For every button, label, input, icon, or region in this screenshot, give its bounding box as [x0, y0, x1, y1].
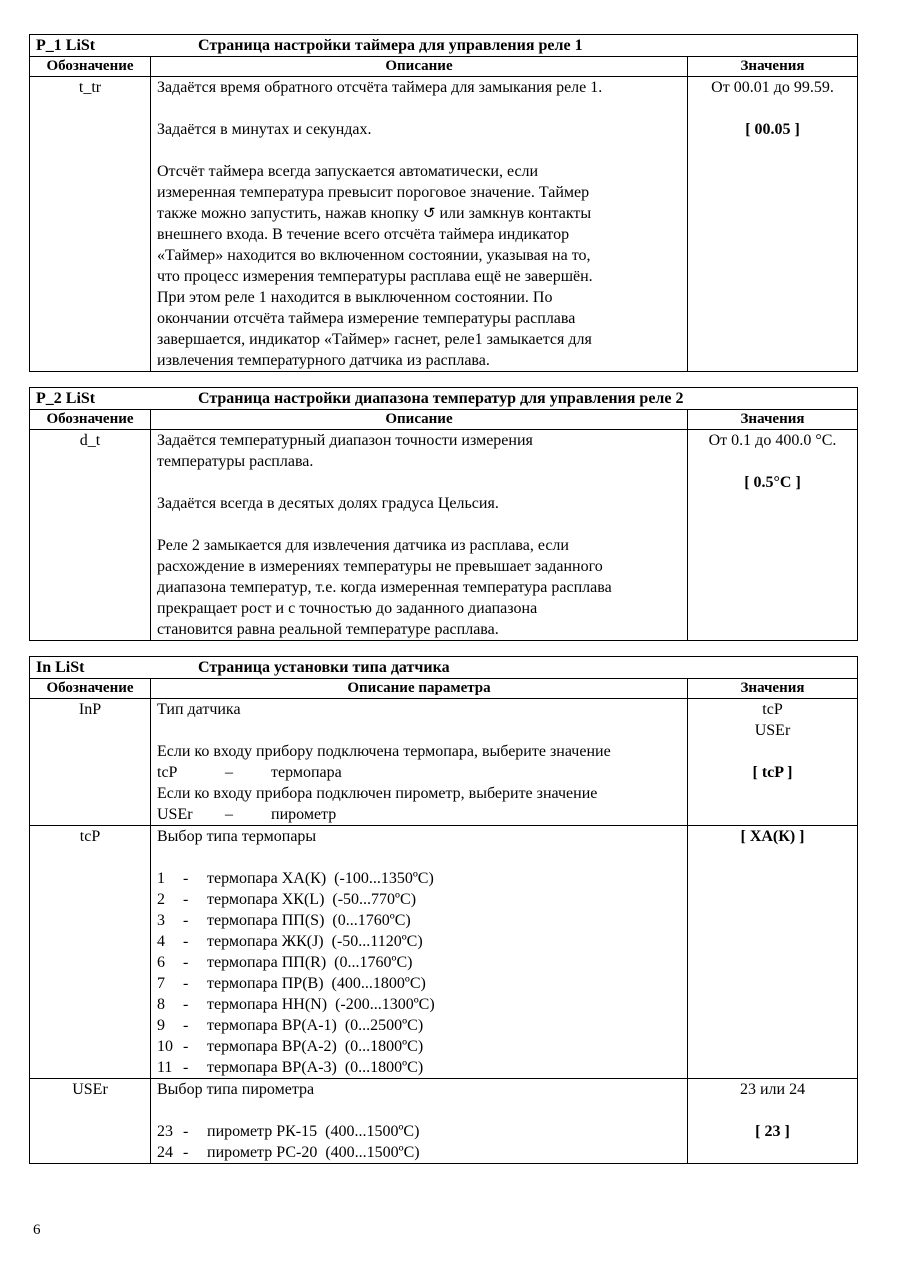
- desc-line: Задаётся всегда в десятых долях градуса Цельсия.: [157, 495, 499, 512]
- col-header-values: Значения: [688, 679, 858, 699]
- table-title: Страница настройки диапазона температур для управления реле 2: [198, 390, 684, 407]
- temp-range-relay2-table: [29, 387, 858, 641]
- desc-line: Задаётся в минутах и секундах.: [157, 121, 372, 138]
- table-row: [30, 826, 858, 1079]
- param-code: t_tr: [30, 77, 151, 372]
- item-number: 8: [157, 996, 165, 1013]
- item-number: 2: [157, 891, 165, 908]
- page-number: 6: [33, 1222, 41, 1238]
- col-header-designation: Обозначение: [30, 679, 151, 699]
- desc-line: становится равна реальной температуре расплава.: [157, 621, 499, 638]
- item-number: 7: [157, 975, 165, 992]
- option-code: tcP: [157, 764, 178, 781]
- list-item: [157, 994, 681, 1015]
- desc-line: что процесс измерения температуры расплава ещё не завершён.: [157, 268, 593, 285]
- option-line: [157, 762, 681, 783]
- param-code: tcP: [30, 826, 151, 1079]
- item-text: термопара ВР(А-3) (0...1800ºС): [207, 1059, 424, 1076]
- value-option: USEr: [754, 722, 791, 739]
- list-item: [157, 1036, 681, 1057]
- desc-line: Если ко входу прибора подключен пирометр, выберите значение: [157, 785, 598, 802]
- item-text: термопара ПР(В) (400...1800ºС): [207, 975, 426, 992]
- desc-line: Выбор типа пирометра: [157, 1081, 315, 1098]
- table-title-row: [30, 35, 858, 57]
- item-text: пирометр РК-15 (400...1500ºС): [207, 1123, 420, 1140]
- option-code: USEr: [157, 806, 193, 823]
- table-row: [30, 699, 858, 826]
- param-code: InP: [30, 699, 151, 826]
- col-header-designation: Обозначение: [30, 57, 151, 77]
- desc-line: окончании отсчёта таймера измерение температуры расплава: [157, 310, 576, 327]
- value-option: tcP: [762, 701, 783, 718]
- value-default: [ ХА(К) ]: [740, 828, 805, 845]
- param-description: [151, 1079, 688, 1164]
- desc-line: извлечения температурного датчика из расплава.: [157, 352, 490, 369]
- item-number: 6: [157, 954, 165, 971]
- table-title-row: [30, 657, 858, 679]
- desc-line: измеренная температура превысит пороговое значение. Таймер: [157, 184, 590, 201]
- item-dash: -: [183, 870, 189, 887]
- item-dash: -: [183, 996, 189, 1013]
- param-values: [688, 1079, 858, 1164]
- sensor-type-table: [29, 656, 858, 1164]
- col-header-description: Описание: [151, 57, 688, 77]
- param-values: [688, 77, 858, 372]
- desc-line: Реле 2 замыкается для извлечения датчика из расплава, если: [157, 537, 569, 554]
- desc-line: Если ко входу прибору подключена термопара, выберите значение: [157, 743, 611, 760]
- table-title: Страница настройки таймера для управления реле 1: [198, 37, 583, 54]
- table-row: [30, 77, 858, 372]
- item-text: термопара ХА(К) (-100...1350ºС): [207, 870, 434, 887]
- desc-line: внешнего входа. В течение всего отсчёта таймера индикатор: [157, 226, 570, 243]
- page-code: P_2 LiSt: [36, 390, 96, 407]
- item-dash: -: [183, 891, 189, 908]
- desc-line: диапазона температур, т.е. когда измеренная температура расплава: [157, 579, 612, 596]
- param-description: [151, 699, 688, 826]
- desc-fragment: или замкнув контакты: [439, 205, 592, 222]
- desc-line: «Таймер» находится во включенном состоянии, указывая на то,: [157, 247, 591, 264]
- param-code: d_t: [30, 430, 151, 641]
- item-dash: -: [183, 1038, 189, 1055]
- desc-line: прекращает рост и с точностью до заданного диапазона: [157, 600, 538, 617]
- table-row: [30, 1079, 858, 1164]
- page-code: In LiSt: [36, 659, 85, 676]
- desc-line: Задаётся время обратного отсчёта таймера для замыкания реле 1.: [157, 79, 603, 96]
- value-default: [ 00.05 ]: [745, 121, 800, 138]
- list-item: [157, 1057, 681, 1078]
- table-title: Страница установки типа датчика: [198, 659, 450, 676]
- item-number: 23: [157, 1123, 173, 1140]
- list-item: [157, 889, 681, 910]
- desc-line: температуры расплава.: [157, 453, 314, 470]
- item-dash: -: [183, 1059, 189, 1076]
- desc-line: [157, 203, 681, 224]
- item-text: термопара ЖК(J) (-50...1120ºС): [207, 933, 423, 950]
- item-text: термопара ПП(S) (0...1760ºС): [207, 912, 411, 929]
- col-header-designation: Обозначение: [30, 410, 151, 430]
- desc-line: Тип датчика: [157, 701, 241, 718]
- table-title-row: [30, 388, 858, 410]
- item-dash: -: [183, 1123, 189, 1140]
- item-dash: -: [183, 933, 189, 950]
- desc-line: расхождение в измерениях температуры не превышает заданного: [157, 558, 603, 575]
- item-dash: -: [183, 975, 189, 992]
- item-text: термопара ХК(L) (-50...770ºС): [207, 891, 417, 908]
- timer-relay1-table: [29, 34, 858, 372]
- item-text: пирометр РС-20 (400...1500ºС): [207, 1144, 420, 1161]
- item-number: 3: [157, 912, 165, 929]
- option-label: пирометр: [271, 806, 337, 823]
- list-item: [157, 868, 681, 889]
- desc-line: При этом реле 1 находится в выключенном состоянии. По: [157, 289, 553, 306]
- list-item: [157, 931, 681, 952]
- list-item: [157, 910, 681, 931]
- param-description: [151, 77, 688, 372]
- item-dash: -: [183, 912, 189, 929]
- refresh-icon: ↺: [422, 204, 436, 222]
- value-range: От 0.1 до 400.0 °С.: [708, 432, 837, 449]
- col-header-values: Значения: [688, 57, 858, 77]
- param-code: USEr: [30, 1079, 151, 1164]
- list-item: [157, 1015, 681, 1036]
- list-item: [157, 952, 681, 973]
- item-text: термопара ВР(А-2) (0...1800ºС): [207, 1038, 424, 1055]
- col-header-values: Значения: [688, 410, 858, 430]
- page-code: P_1 LiSt: [36, 37, 96, 54]
- option-line: [157, 804, 681, 825]
- col-header-description: Описание: [151, 410, 688, 430]
- item-number: 24: [157, 1144, 173, 1161]
- table-row: [30, 430, 858, 641]
- list-item: [157, 1142, 681, 1163]
- item-dash: -: [183, 1144, 189, 1161]
- option-dash: –: [225, 764, 233, 781]
- item-text: термопара ВР(А-1) (0...2500ºС): [207, 1017, 424, 1034]
- value-range: 23 или 24: [739, 1081, 806, 1098]
- item-number: 10: [157, 1038, 173, 1055]
- item-dash: -: [183, 954, 189, 971]
- desc-line: Отсчёт таймера всегда запускается автоматически, если: [157, 163, 539, 180]
- desc-line: Выбор типа термопары: [157, 828, 317, 845]
- value-default: [ 23 ]: [755, 1123, 790, 1140]
- list-item: [157, 973, 681, 994]
- item-number: 9: [157, 1017, 165, 1034]
- item-number: 1: [157, 870, 165, 887]
- pyrometer-list: [157, 1121, 681, 1163]
- option-label: термопара: [271, 764, 342, 781]
- list-item: [157, 1121, 681, 1142]
- item-text: термопара ПП(R) (0...1760ºС): [207, 954, 413, 971]
- item-number: 11: [157, 1059, 173, 1076]
- value-default: [ 0.5°С ]: [744, 474, 801, 491]
- param-description: [151, 430, 688, 641]
- param-values: [688, 826, 858, 1079]
- item-text: термопара НН(N) (-200...1300ºС): [207, 996, 435, 1013]
- col-header-description: Описание параметра: [151, 679, 688, 699]
- param-description: [151, 826, 688, 1079]
- option-dash: –: [225, 806, 233, 823]
- item-dash: -: [183, 1017, 189, 1034]
- param-values: [688, 430, 858, 641]
- param-values: [688, 699, 858, 826]
- value-default: [ tcP ]: [752, 764, 793, 781]
- desc-fragment: также можно запустить, нажав кнопку: [157, 205, 419, 222]
- item-number: 4: [157, 933, 165, 950]
- value-range: От 00.01 до 99.59.: [711, 79, 834, 96]
- desc-line: Задаётся температурный диапазон точности измерения: [157, 432, 533, 449]
- thermocouple-list: [157, 868, 681, 1078]
- desc-line: завершается, индикатор «Таймер» гаснет, реле1 замыкается для: [157, 331, 592, 348]
